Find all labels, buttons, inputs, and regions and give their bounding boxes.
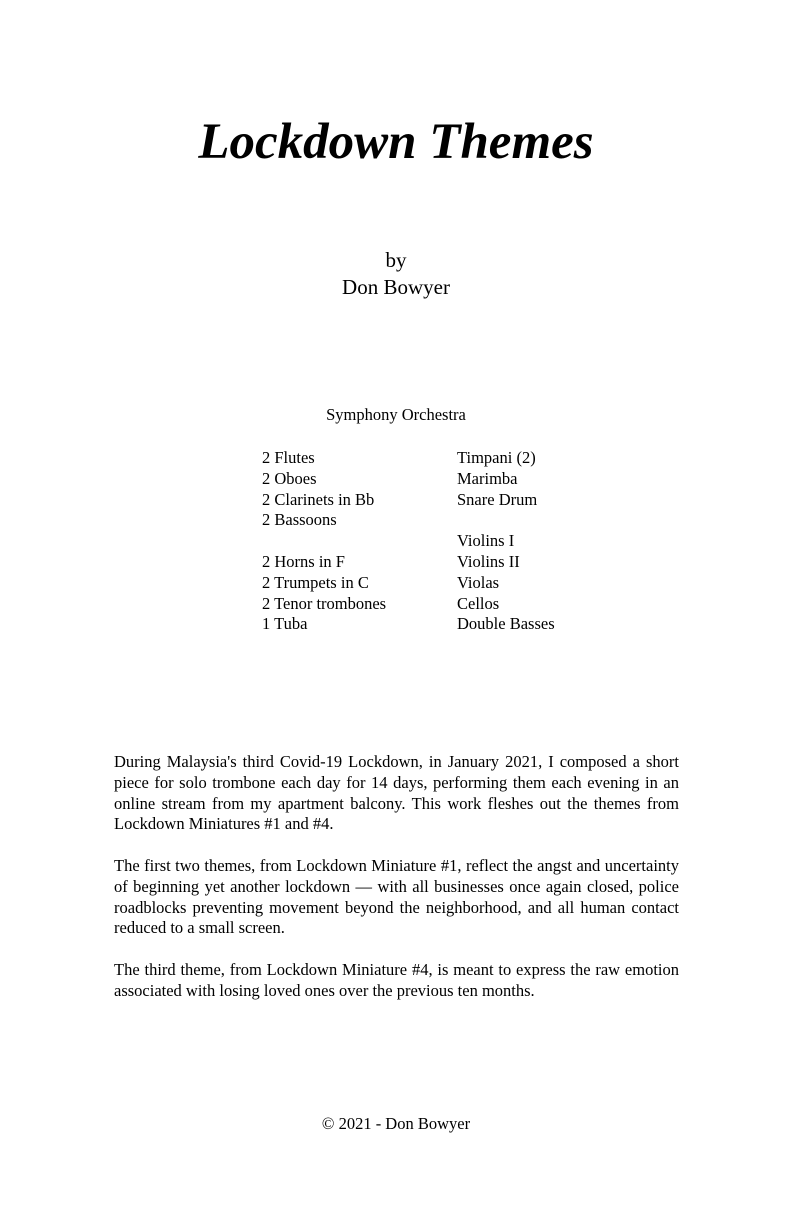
instrument-item: 2 Clarinets in Bb bbox=[262, 489, 375, 509]
instrument-list-left bbox=[262, 448, 386, 635]
composer-name: Don Bowyer bbox=[342, 275, 450, 299]
instrument-item: Cellos bbox=[457, 593, 500, 613]
instrument-spacer bbox=[262, 531, 386, 552]
instrument-item: Violins II bbox=[457, 551, 520, 571]
instrument-spacer bbox=[457, 510, 555, 531]
instrument-item: Violins I bbox=[457, 531, 515, 551]
byline-by: by bbox=[385, 248, 407, 272]
instrument-item: 2 Bassoons bbox=[262, 510, 337, 530]
instrument-item: Snare Drum bbox=[457, 489, 538, 509]
instrument-item: Violas bbox=[457, 572, 500, 592]
byline bbox=[0, 247, 792, 301]
instrument-item: 2 Horns in F bbox=[262, 551, 345, 571]
copyright-notice: © 2021 - Don Bowyer bbox=[321, 1114, 471, 1133]
instrument-item: Timpani (2) bbox=[457, 448, 536, 467]
instrument-item: 2 Trumpets in C bbox=[262, 572, 369, 592]
page-title: Lockdown Themes bbox=[198, 114, 594, 170]
instrument-item: Double Basses bbox=[457, 614, 555, 634]
program-note-paragraph: The first two themes, from Lockdown Miniature #1, reflect the angst and uncertainty of beginning yet another lockdown — with all businesses once again closed, police roadblocks preventing movement beyond the neighborhood, and all human contact reduced to a small screen. bbox=[114, 855, 679, 938]
instrument-item: Marimba bbox=[457, 468, 518, 488]
instrument-item: 2 Tenor trombones bbox=[262, 593, 387, 613]
instrument-item: 2 Flutes bbox=[262, 448, 315, 467]
program-notes bbox=[114, 752, 679, 1022]
instrument-item: 1 Tuba bbox=[262, 614, 308, 634]
program-note-paragraph: The third theme, from Lockdown Miniature #4, is meant to express the raw emotion associated with losing loved ones over the previous ten months. bbox=[114, 959, 679, 1000]
instrument-list-right bbox=[457, 448, 555, 635]
instrument-item: 2 Oboes bbox=[262, 468, 317, 488]
program-note-paragraph: During Malaysia's third Covid-19 Lockdown, in January 2021, I composed a short piece for solo trombone each day for 14 days, performing them each evening in an online stream from my apartment balcony. This work fleshes out the themes from Lockdown Miniatures #1 and #4. bbox=[114, 752, 679, 834]
ensemble-heading: Symphony Orchestra bbox=[326, 405, 466, 424]
